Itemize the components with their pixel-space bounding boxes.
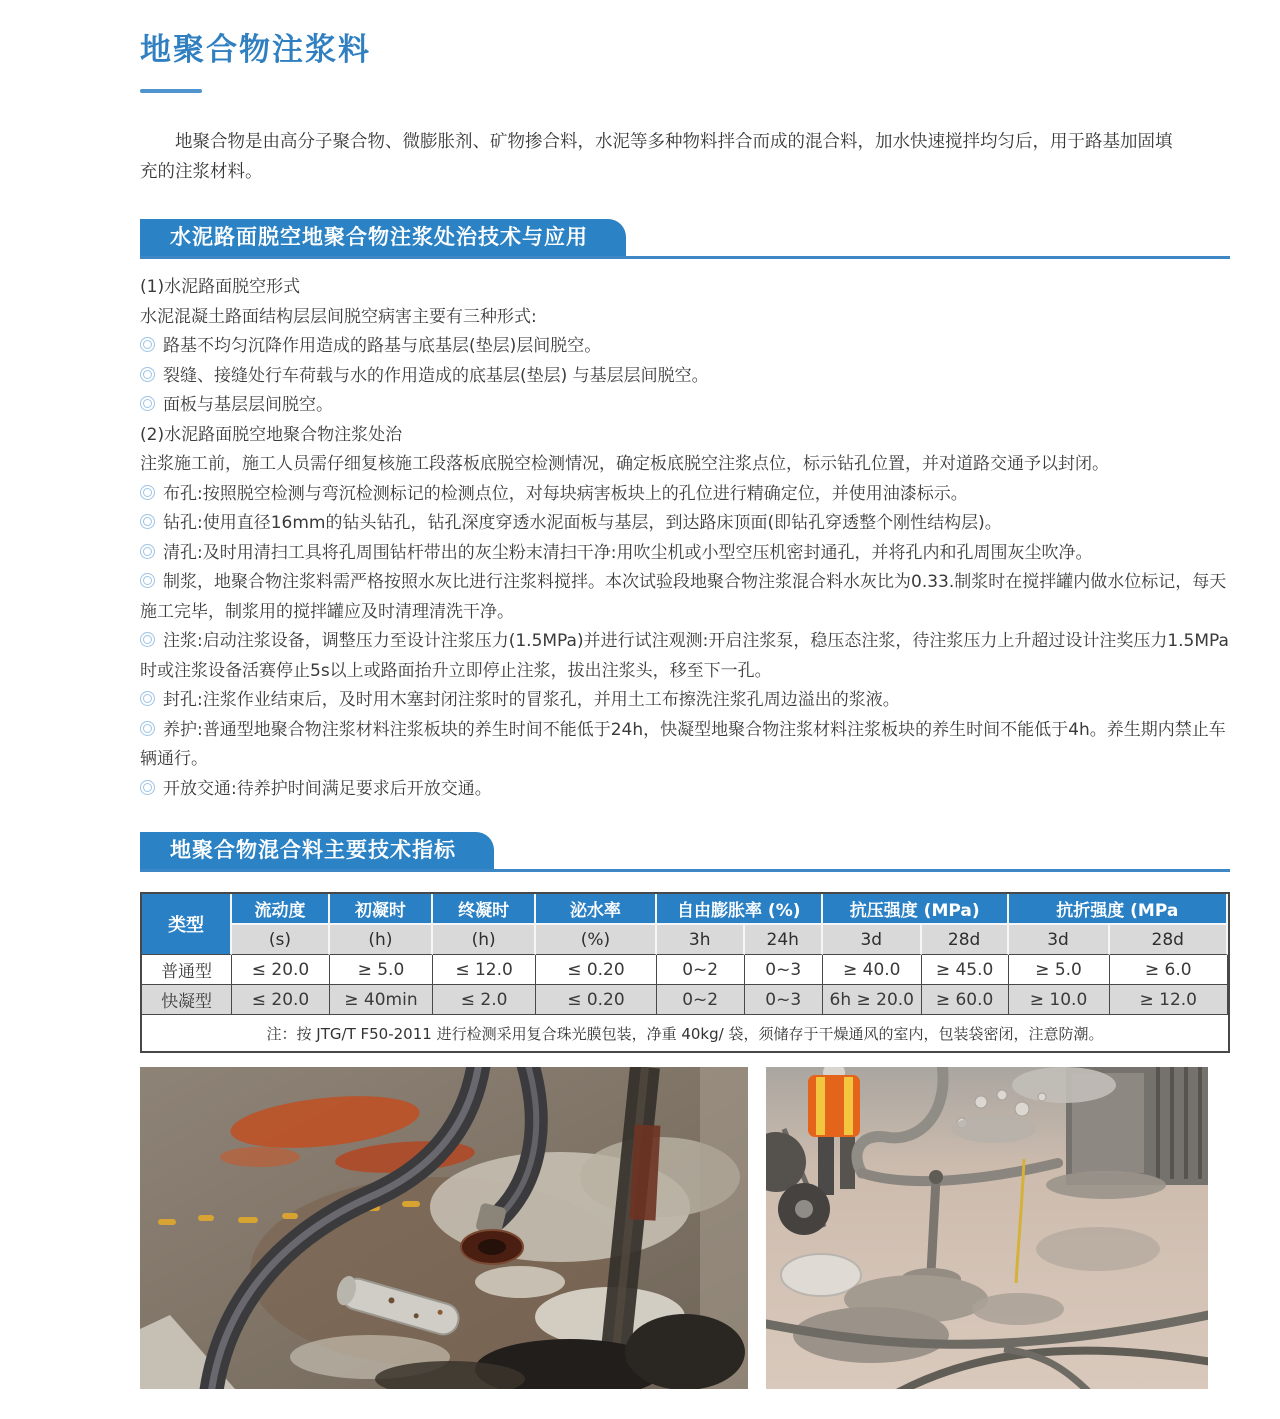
header-cell: 抗压强度 (MPa) [823, 894, 1009, 925]
value-cell: ≤ 12.0 [433, 955, 536, 985]
bullet-ring-icon [140, 367, 155, 382]
value-cell: 0~2 [657, 985, 745, 1015]
subheader-cell: 3d [1009, 925, 1110, 955]
list-item-text: 裂缝、接缝处行车荷载与水的作用造成的底基层(垫层) 与基层层间脱空。 [163, 365, 709, 386]
subheader-cell: 3h [657, 925, 745, 955]
list-item-text: 路基不均匀沉降作用造成的路基与底基层(垫层)层间脱空。 [163, 336, 602, 356]
bullet-ring-icon [140, 780, 155, 795]
value-cell: ≥ 60.0 [922, 985, 1009, 1015]
section2-banner: 地聚合物混合料主要技术指标 [140, 832, 494, 869]
bullet-ring-icon [140, 337, 155, 352]
value-cell: ≥ 40.0 [823, 955, 922, 985]
table-row [142, 985, 1228, 1015]
subheader-cell: (%) [536, 925, 657, 955]
value-cell: ≤ 20.0 [232, 985, 330, 1015]
subheader-cell: 24h [745, 925, 823, 955]
subheader-cell: (h) [433, 925, 536, 955]
value-cell: ≤ 2.0 [433, 985, 536, 1015]
list-item-text: 清孔:及时用清扫工具将孔周围钻杆带出的灰尘粉末清扫干净:用吹尘机或小型空压机密封通孔，并将孔内和孔周围灰尘吹净。 [163, 542, 1093, 563]
value-cell: ≥ 40min [330, 985, 433, 1015]
section1-banner-rule [140, 219, 1230, 259]
value-cell: 0~3 [745, 955, 823, 985]
subheader-cell: (h) [330, 925, 433, 955]
value-cell: ≤ 0.20 [536, 955, 657, 985]
section1-text-list [140, 273, 1230, 804]
section2-banner-rule [140, 832, 1230, 872]
list-item-text: 注浆:启动注浆设备，调整压力至设计注浆压力(1.5MPa)并进行试注观测:开启注浆泵，稳压态注浆，待注浆压力上升超过设计注奖压力1.5MPa时或注浆设备活赛停止5s以上或路面抬升立即停止注浆，拔出注浆头，移至下一孔。 [140, 631, 1229, 681]
list-item-text: 布孔:按照脱空检测与弯沉检测标记的检测点位，对每块病害板块上的孔位进行精确定位，并使用油漆标示。 [163, 483, 968, 504]
page-title: 地聚合物注浆料 [140, 32, 371, 68]
list-item-text: 封孔:注浆作业结束后，及时用木塞封闭注浆时的冒浆孔，并用土工布擦洗注浆孔周边溢出的浆液。 [163, 690, 900, 710]
table-row [142, 955, 1228, 985]
bullet-ring-icon [140, 721, 155, 736]
list-item [140, 362, 1230, 392]
list-item [140, 273, 1230, 303]
list-item-text: 水泥混凝土路面结构层层间脱空病害主要有三种形式: [140, 306, 537, 327]
list-item [140, 450, 1230, 480]
grouting-port-photo-illustration [140, 1067, 748, 1389]
list-item-text: (1)水泥路面脱空形式 [140, 277, 301, 297]
list-item-text: 制浆，地聚合物注浆料需严格按照水灰比进行注浆料搅拌。本次试验段地聚合物注浆混合料水灰比为0.33.制浆时在搅拌罐内做水位标记，每天施工完毕，制浆用的搅拌罐应及时清理清洗干净。 [140, 572, 1227, 622]
list-item [140, 627, 1230, 686]
value-cell: ≥ 5.0 [1009, 955, 1110, 985]
value-cell: ≥ 12.0 [1110, 985, 1228, 1015]
table-header-row-1 [142, 894, 1228, 925]
subheader-cell: 3d [823, 925, 922, 955]
subheader-cell: 28d [1110, 925, 1228, 955]
value-cell: ≥ 10.0 [1009, 985, 1110, 1015]
right-photo [766, 1067, 1208, 1389]
list-item [140, 509, 1230, 539]
row-type-cell: 普通型 [142, 955, 232, 985]
list-item [140, 391, 1230, 421]
grouting-site-photo-illustration [766, 1067, 1208, 1389]
list-item [140, 480, 1230, 510]
list-item [140, 303, 1230, 333]
bullet-ring-icon [140, 573, 155, 588]
header-cell: 终凝时 [433, 894, 536, 925]
list-item [140, 716, 1230, 775]
bullet-ring-icon [140, 396, 155, 411]
value-cell: ≤ 0.20 [536, 985, 657, 1015]
left-photo [140, 1067, 748, 1389]
header-cell: 流动度 [232, 894, 330, 925]
list-item-text: 钻孔:使用直径16mm的钻头钻孔，钻孔深度穿透水泥面板与基层，到达路床顶面(即钻孔穿透整个刚性结构层)。 [163, 513, 1002, 533]
title-underline-dash [140, 89, 202, 93]
subheader-cell: 28d [922, 925, 1009, 955]
subheader-cell: (s) [232, 925, 330, 955]
list-item [140, 686, 1230, 716]
header-cell: 泌水率 [536, 894, 657, 925]
list-item-text: 面板与基层层间脱空。 [163, 395, 333, 415]
list-item-text: 注浆施工前，施工人员需仔细复核施工段落板底脱空检测情况，确定板底脱空注浆点位，标示钻孔位置，并对道路交通予以封闭。 [140, 454, 1109, 474]
spec-table-frame [140, 892, 1230, 1053]
list-item [140, 539, 1230, 569]
spec-table [142, 894, 1228, 1051]
bullet-ring-icon [140, 691, 155, 706]
header-cell: 自由膨胀率 (%) [657, 894, 823, 925]
photo-strip [140, 1067, 1230, 1389]
list-item [140, 775, 1230, 805]
list-item-text: 养护:普通型地聚合物注浆材料注浆板块的养生时间不能低于24h，快凝型地聚合物注浆材料注浆板块的养生时间不能低于4h。养生期内禁止车辆通行。 [140, 719, 1226, 769]
bullet-ring-icon [140, 544, 155, 559]
table-note-row [142, 1015, 1228, 1051]
list-item-text: (2)水泥路面脱空地聚合物注浆处治 [140, 424, 403, 445]
value-cell: ≥ 45.0 [922, 955, 1009, 985]
value-cell: ≥ 5.0 [330, 955, 433, 985]
table-header-row-2 [142, 925, 1228, 955]
header-cell: 初凝时 [330, 894, 433, 925]
value-cell: 0~2 [657, 955, 745, 985]
list-item-text: 开放交通:待养护时间满足要求后开放交通。 [163, 778, 492, 799]
intro-paragraph: 地聚合物是由高分子聚合物、微膨胀剂、矿物掺合料，水泥等多种物料拌合而成的混合料，加水快速搅拌均匀后，用于路基加固填充的注浆材料。 [140, 132, 1173, 182]
value-cell: ≤ 20.0 [232, 955, 330, 985]
table-note: 注：按 JTG/T F50-2011 进行检测采用复合珠光膜包装，净重 40kg/ 袋，须储存于干燥通风的室内，包装袋密闭，注意防潮。 [142, 1015, 1228, 1051]
row-type-cell: 快凝型 [142, 985, 232, 1015]
bullet-ring-icon [140, 514, 155, 529]
section1-banner: 水泥路面脱空地聚合物注浆处治技术与应用 [140, 219, 626, 256]
value-cell: ≥ 6.0 [1110, 955, 1228, 985]
list-item [140, 421, 1230, 451]
bullet-ring-icon [140, 485, 155, 500]
list-item [140, 568, 1230, 627]
header-cell: 抗折强度 (MPa [1009, 894, 1228, 925]
header-cell-type: 类型 [142, 894, 232, 955]
bullet-ring-icon [140, 632, 155, 647]
value-cell: 6h ≥ 20.0 [823, 985, 922, 1015]
value-cell: 0~3 [745, 985, 823, 1015]
list-item [140, 332, 1230, 362]
